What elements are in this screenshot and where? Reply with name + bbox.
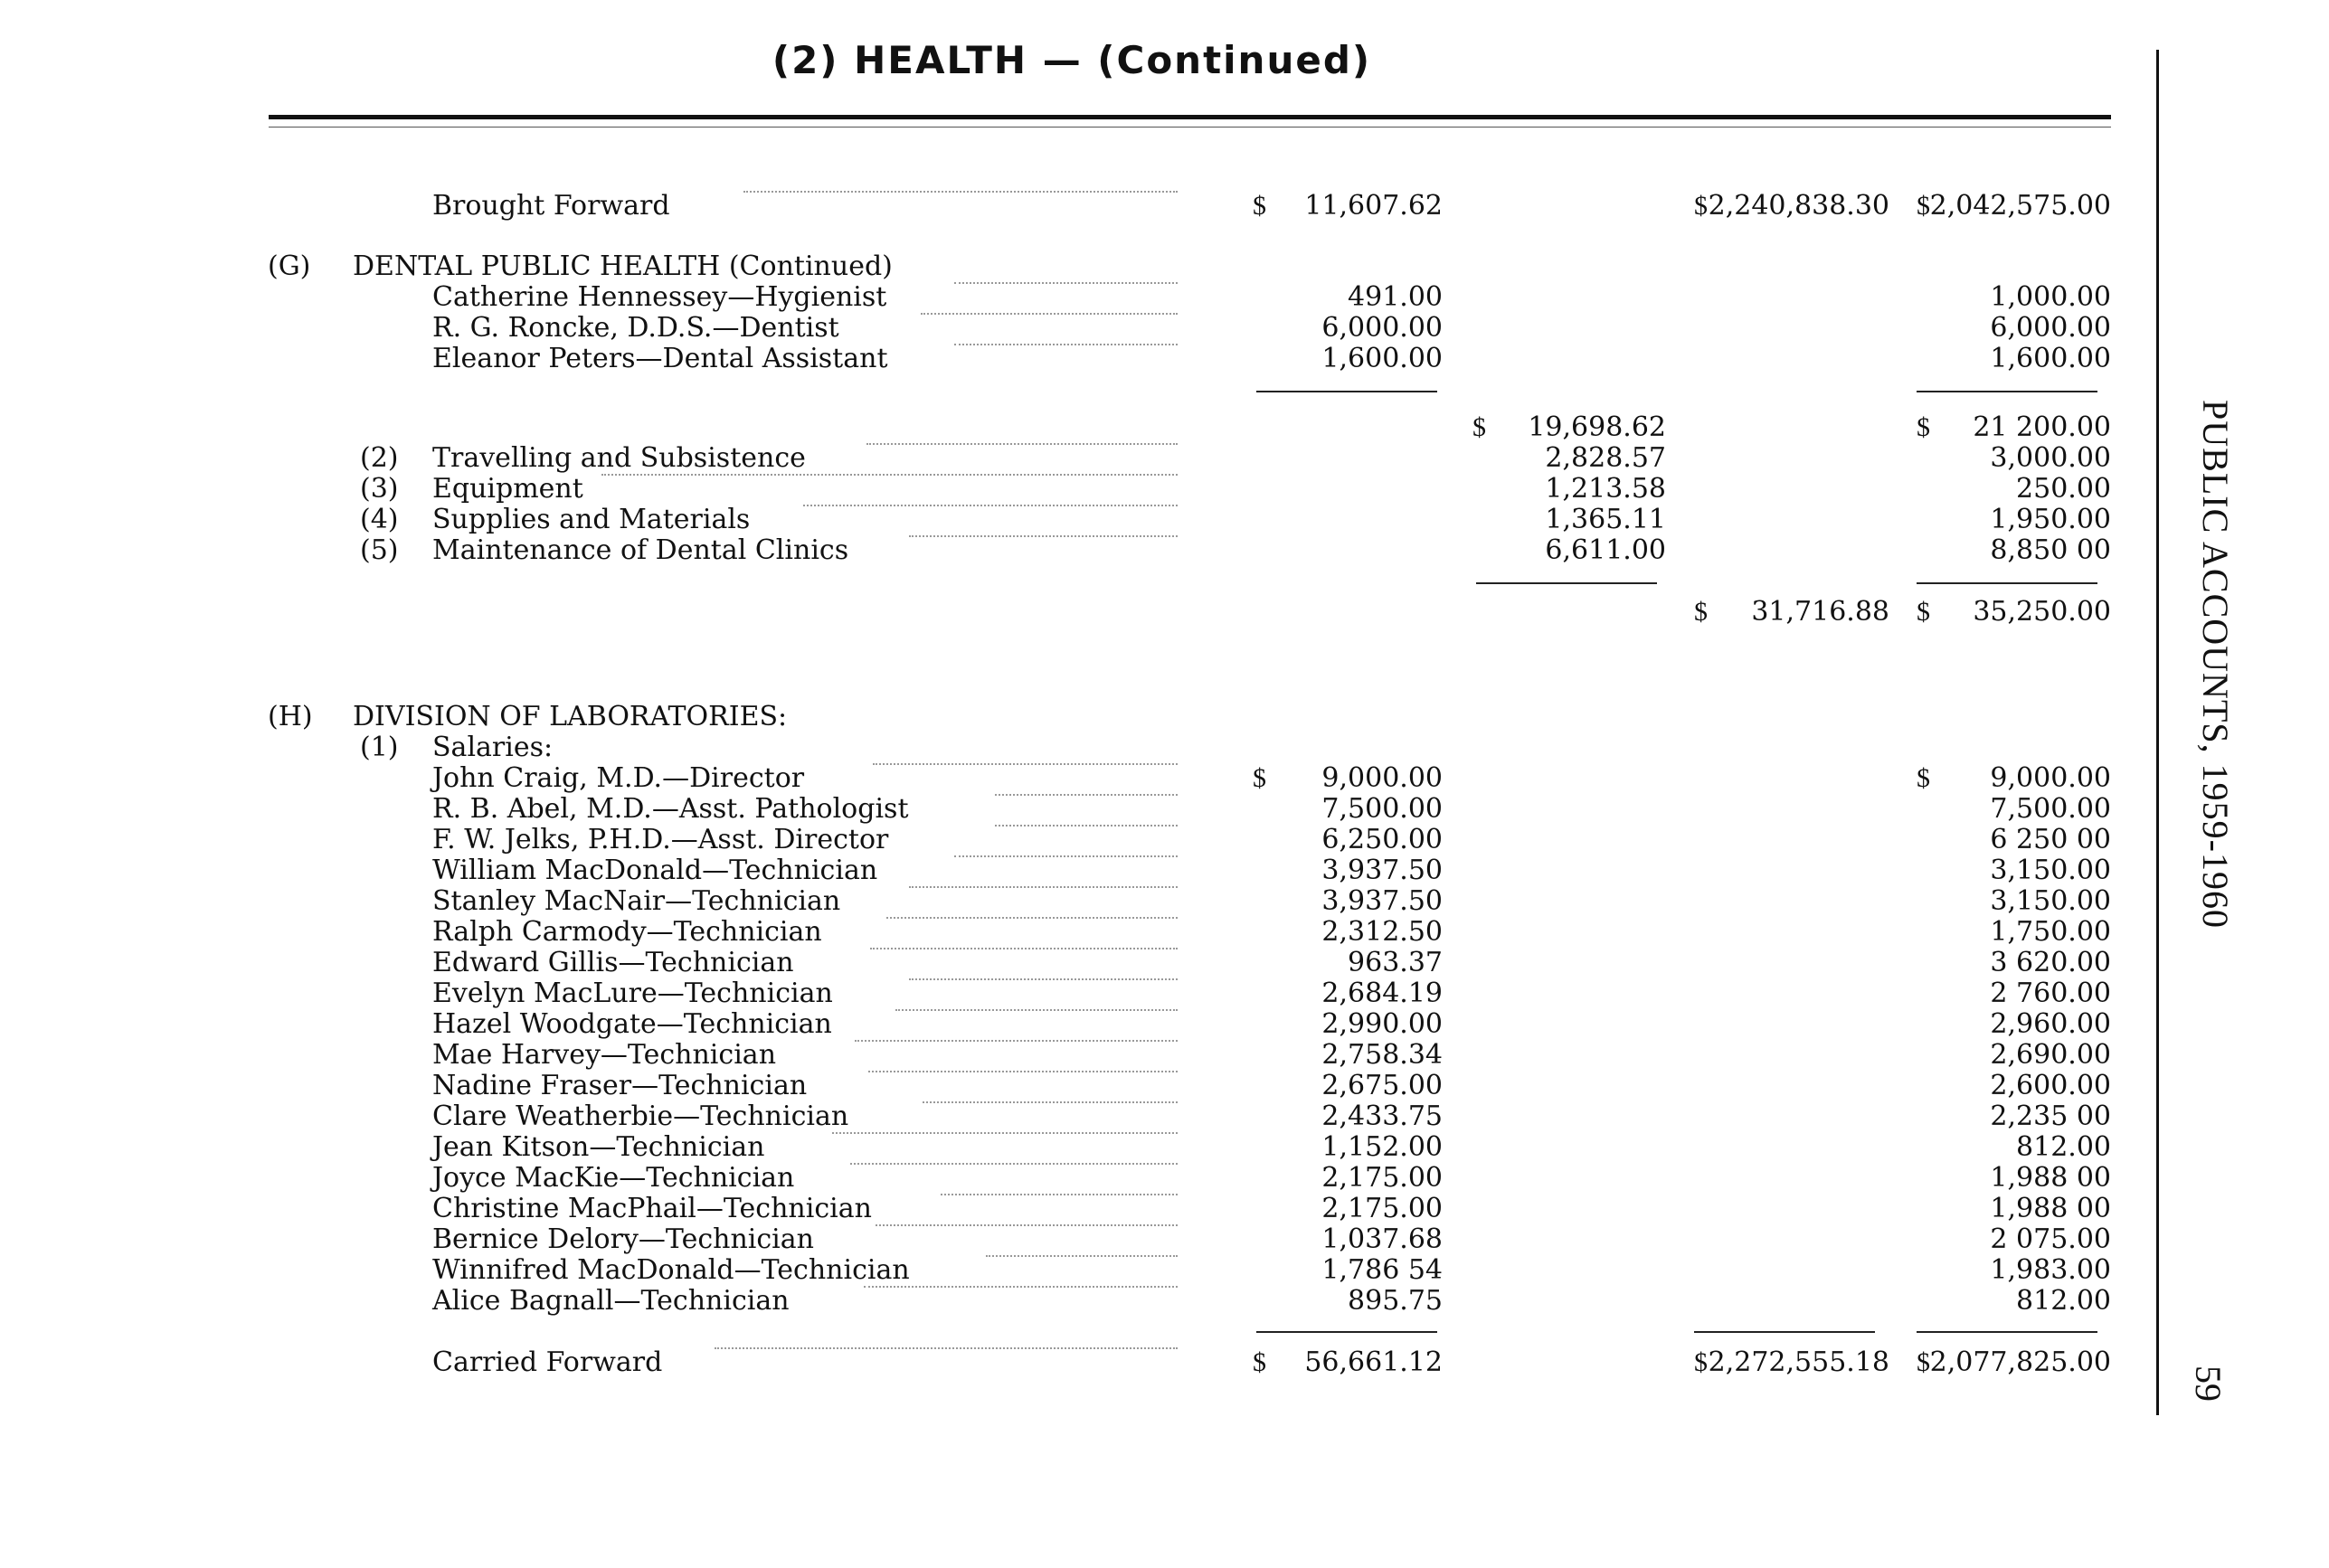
leader-dots: [870, 948, 1178, 949]
subtotal-value: 1,213.58: [1545, 473, 1666, 505]
leader-dots: [855, 1040, 1178, 1042]
table-row: [0, 794, 2153, 825]
estimate-value: 1,000.00: [1990, 281, 2111, 313]
table-row: [0, 535, 2153, 566]
expended-value: 2,675.00: [1321, 1070, 1443, 1101]
table-row: [0, 1286, 2153, 1317]
row-label: William MacDonald—Technician: [432, 855, 878, 886]
expended-value: 1,037.68: [1321, 1223, 1443, 1255]
row-label: Stanley MacNair—Technician: [432, 885, 841, 917]
expended-value: 3,937.50: [1321, 885, 1443, 917]
expended-value: 2,758.34: [1321, 1039, 1443, 1071]
row-label: Alice Bagnall—Technician: [432, 1285, 790, 1317]
estimate-value: 812.00: [2016, 1285, 2111, 1317]
expended-value: 2,684.19: [1321, 978, 1443, 1009]
dollar-sign: $: [1253, 1347, 1266, 1377]
page-title: (2) HEALTH — (Continued): [772, 38, 1372, 82]
section-heading-row: [0, 251, 2153, 282]
leader-dots: [909, 978, 1178, 980]
header-rule-thin: [269, 127, 2111, 128]
table-row: [0, 1224, 2153, 1255]
row-label: Eleanor Peters—Dental Assistant: [432, 343, 888, 374]
header-rule: [269, 115, 2111, 119]
estimate-value: 8,850 00: [1990, 534, 2111, 566]
expended-value: 9,000.00: [1321, 762, 1443, 794]
estimate-value: 2 760.00: [1990, 978, 2111, 1009]
estimate-value: 2,960.00: [1990, 1008, 2111, 1040]
section-marker: (H): [268, 701, 313, 732]
table-row: [0, 474, 2153, 505]
estimate-value: 1,988 00: [1990, 1193, 2111, 1224]
expended-value: 7,500.00: [1321, 793, 1443, 825]
row-label: John Craig, M.D.—Director: [432, 762, 805, 794]
row-label: Ralph Carmody—Technician: [432, 916, 822, 948]
table-row: [0, 344, 2153, 374]
table-row: [0, 978, 2153, 1009]
estimate-value: 7,500.00: [1990, 793, 2111, 825]
estimate-value: 35,250.00: [1973, 596, 2111, 628]
leader-dots: [921, 313, 1178, 315]
sub-marker: (5): [360, 534, 399, 566]
estimate-value: 21 200.00: [1973, 411, 2111, 443]
estimate-value: 3,150.00: [1990, 885, 2111, 917]
table-row: [0, 282, 2153, 313]
leader-dots: [868, 1071, 1178, 1072]
leader-dots: [995, 825, 1178, 827]
table-row: [0, 443, 2153, 474]
brought-forward-row: [0, 191, 2153, 222]
dollar-sign: $: [1472, 412, 1486, 442]
expended-value: 6,250.00: [1321, 824, 1443, 855]
sub-marker: (1): [360, 732, 399, 763]
leader-dots: [832, 1132, 1178, 1134]
leader-dots: [876, 1224, 1178, 1226]
row-label: Maintenance of Dental Clinics: [432, 534, 849, 566]
expended-value: 491.00: [1348, 281, 1443, 313]
dollar-sign: $: [1253, 191, 1266, 221]
leader-dots: [954, 855, 1178, 857]
row-label: Winnifred MacDonald—Technician: [432, 1254, 910, 1286]
leader-dots: [866, 443, 1178, 445]
row-label: Hazel Woodgate—Technician: [432, 1008, 832, 1040]
estimate-value: 2,042,575.00: [1929, 190, 2111, 222]
dollar-sign: $: [1917, 191, 1930, 221]
leader-dots: [995, 794, 1178, 796]
row-label: Clare Weatherbie—Technician: [432, 1100, 849, 1132]
estimate-value: 1,983.00: [1990, 1254, 2111, 1286]
expended-value: 11,607.62: [1304, 190, 1443, 222]
table-row: [0, 1009, 2153, 1040]
estimate-value: 250.00: [2016, 473, 2111, 505]
estimate-value: 9,000.00: [1990, 762, 2111, 794]
total-value: 2,272,555.18: [1708, 1346, 1889, 1378]
expended-value: 1,600.00: [1321, 343, 1443, 374]
leader-dots: [743, 191, 1178, 193]
expended-value: 1,152.00: [1321, 1131, 1443, 1163]
estimate-value: 3 620.00: [1990, 947, 2111, 978]
estimate-value: 3,000.00: [1990, 442, 2111, 474]
leader-dots: [715, 1347, 1178, 1349]
dollar-sign: $: [1917, 597, 1930, 627]
table-row: [0, 1194, 2153, 1224]
leader-dots: [601, 474, 1178, 476]
leader-dots: [803, 505, 1178, 506]
row-label: Equipment: [432, 473, 583, 505]
estimate-value: 6,000.00: [1990, 312, 2111, 344]
table-row: [0, 886, 2153, 917]
row-label: Joyce MacKie—Technician: [432, 1162, 795, 1194]
row-label: Supplies and Materials: [432, 504, 751, 535]
section-heading-row: [0, 702, 2153, 732]
leader-dots: [941, 1194, 1178, 1195]
row-label: Travelling and Subsistence: [432, 442, 806, 474]
subtotal-rule: [1917, 582, 2097, 584]
total-value: 2,240,838.30: [1708, 190, 1889, 222]
subtotal-row: [0, 412, 2153, 443]
expended-value: 3,937.50: [1321, 855, 1443, 886]
dollar-sign: $: [1253, 763, 1266, 793]
subsection-heading: Salaries:: [432, 732, 554, 763]
leader-dots: [954, 282, 1178, 284]
total-value: 31,716.88: [1751, 596, 1889, 628]
subtotal-value: 6,611.00: [1545, 534, 1666, 566]
expended-value: 56,661.12: [1304, 1346, 1443, 1378]
subtotal-rule: [1476, 582, 1657, 584]
expended-value: 2,990.00: [1321, 1008, 1443, 1040]
sub-marker: (4): [360, 504, 399, 535]
dollar-sign: $: [1694, 191, 1708, 221]
row-label: Brought Forward: [432, 190, 670, 222]
table-row: [0, 855, 2153, 886]
leader-dots: [873, 763, 1178, 765]
subtotal-rule: [1694, 1331, 1875, 1333]
section-total-row: [0, 597, 2153, 628]
dollar-sign: $: [1694, 1347, 1708, 1377]
leader-dots: [954, 344, 1178, 345]
leader-dots: [909, 886, 1178, 888]
row-label: R. B. Abel, M.D.—Asst. Pathologist: [432, 793, 909, 825]
table-row: [0, 948, 2153, 978]
estimate-value: 2,077,825.00: [1929, 1346, 2111, 1378]
subtotal-rule: [1256, 391, 1437, 392]
row-label: Bernice Delory—Technician: [432, 1223, 814, 1255]
subtotal-value: 2,828.57: [1545, 442, 1666, 474]
expended-value: 2,175.00: [1321, 1162, 1443, 1194]
expended-value: 2,433.75: [1321, 1100, 1443, 1132]
subtotal-rule: [1917, 391, 2097, 392]
table-row: [0, 763, 2153, 794]
estimate-value: 1,600.00: [1990, 343, 2111, 374]
estimate-value: 2,235 00: [1990, 1100, 2111, 1132]
carried-forward-row: [0, 1347, 2153, 1378]
table-row: [0, 1101, 2153, 1132]
expended-value: 2,312.50: [1321, 916, 1443, 948]
expended-value: 1,786 54: [1321, 1254, 1443, 1286]
table-row: [0, 1163, 2153, 1194]
dollar-sign: $: [1917, 763, 1930, 793]
leader-dots: [923, 1101, 1178, 1103]
row-label: Nadine Fraser—Technician: [432, 1070, 808, 1101]
leader-dots: [850, 1163, 1178, 1165]
estimate-value: 2,690.00: [1990, 1039, 2111, 1071]
estimate-value: 6 250 00: [1990, 824, 2111, 855]
running-head: PUBLIC ACCOUNTS, 1959-1960: [2195, 400, 2236, 929]
dollar-sign: $: [1917, 1347, 1930, 1377]
subtotal-rule: [1917, 1331, 2097, 1333]
estimate-value: 1,950.00: [1990, 504, 2111, 535]
table-row: [0, 505, 2153, 535]
row-label: Jean Kitson—Technician: [432, 1131, 765, 1163]
section-heading: DENTAL PUBLIC HEALTH (Continued): [353, 250, 893, 282]
expended-value: 2,175.00: [1321, 1193, 1443, 1224]
row-label: Edward Gillis—Technician: [432, 947, 794, 978]
expended-value: 6,000.00: [1321, 312, 1443, 344]
estimate-value: 812.00: [2016, 1131, 2111, 1163]
row-label: R. G. Roncke, D.D.S.—Dentist: [432, 312, 839, 344]
dollar-sign: $: [1694, 597, 1708, 627]
table-row: [0, 917, 2153, 948]
subtotal-rule: [1256, 1331, 1437, 1333]
section-marker: (G): [268, 250, 311, 282]
sub-marker: (3): [360, 473, 399, 505]
margin-rule: [2156, 50, 2159, 1415]
estimate-value: 2,600.00: [1990, 1070, 2111, 1101]
leader-dots: [864, 1286, 1178, 1288]
leader-dots: [895, 1009, 1178, 1011]
table-row: [0, 1040, 2153, 1071]
subtotal-value: 19,698.62: [1528, 411, 1666, 443]
subsection-heading-row: [0, 732, 2153, 763]
estimate-value: 1,750.00: [1990, 916, 2111, 948]
leader-dots: [909, 535, 1178, 537]
section-heading: DIVISION OF LABORATORIES:: [353, 701, 788, 732]
expended-value: 895.75: [1348, 1285, 1443, 1317]
table-row: [0, 1132, 2153, 1163]
dollar-sign: $: [1917, 412, 1930, 442]
table-row: [0, 1255, 2153, 1286]
row-label: Catherine Hennessey—Hygienist: [432, 281, 887, 313]
page-number: 59: [2188, 1365, 2229, 1402]
sub-marker: (2): [360, 442, 399, 474]
row-label: Mae Harvey—Technician: [432, 1039, 777, 1071]
leader-dots: [986, 1255, 1178, 1257]
subtotal-value: 1,365.11: [1545, 504, 1666, 535]
estimate-value: 1,988 00: [1990, 1162, 2111, 1194]
table-row: [0, 1071, 2153, 1101]
row-label: F. W. Jelks, P.H.D.—Asst. Director: [432, 824, 889, 855]
row-label: Evelyn MacLure—Technician: [432, 978, 833, 1009]
row-label: Christine MacPhail—Technician: [432, 1193, 872, 1224]
row-label: Carried Forward: [432, 1346, 663, 1378]
expended-value: 963.37: [1348, 947, 1443, 978]
table-row: [0, 825, 2153, 855]
table-row: [0, 313, 2153, 344]
leader-dots: [886, 917, 1178, 919]
estimate-value: 3,150.00: [1990, 855, 2111, 886]
estimate-value: 2 075.00: [1990, 1223, 2111, 1255]
